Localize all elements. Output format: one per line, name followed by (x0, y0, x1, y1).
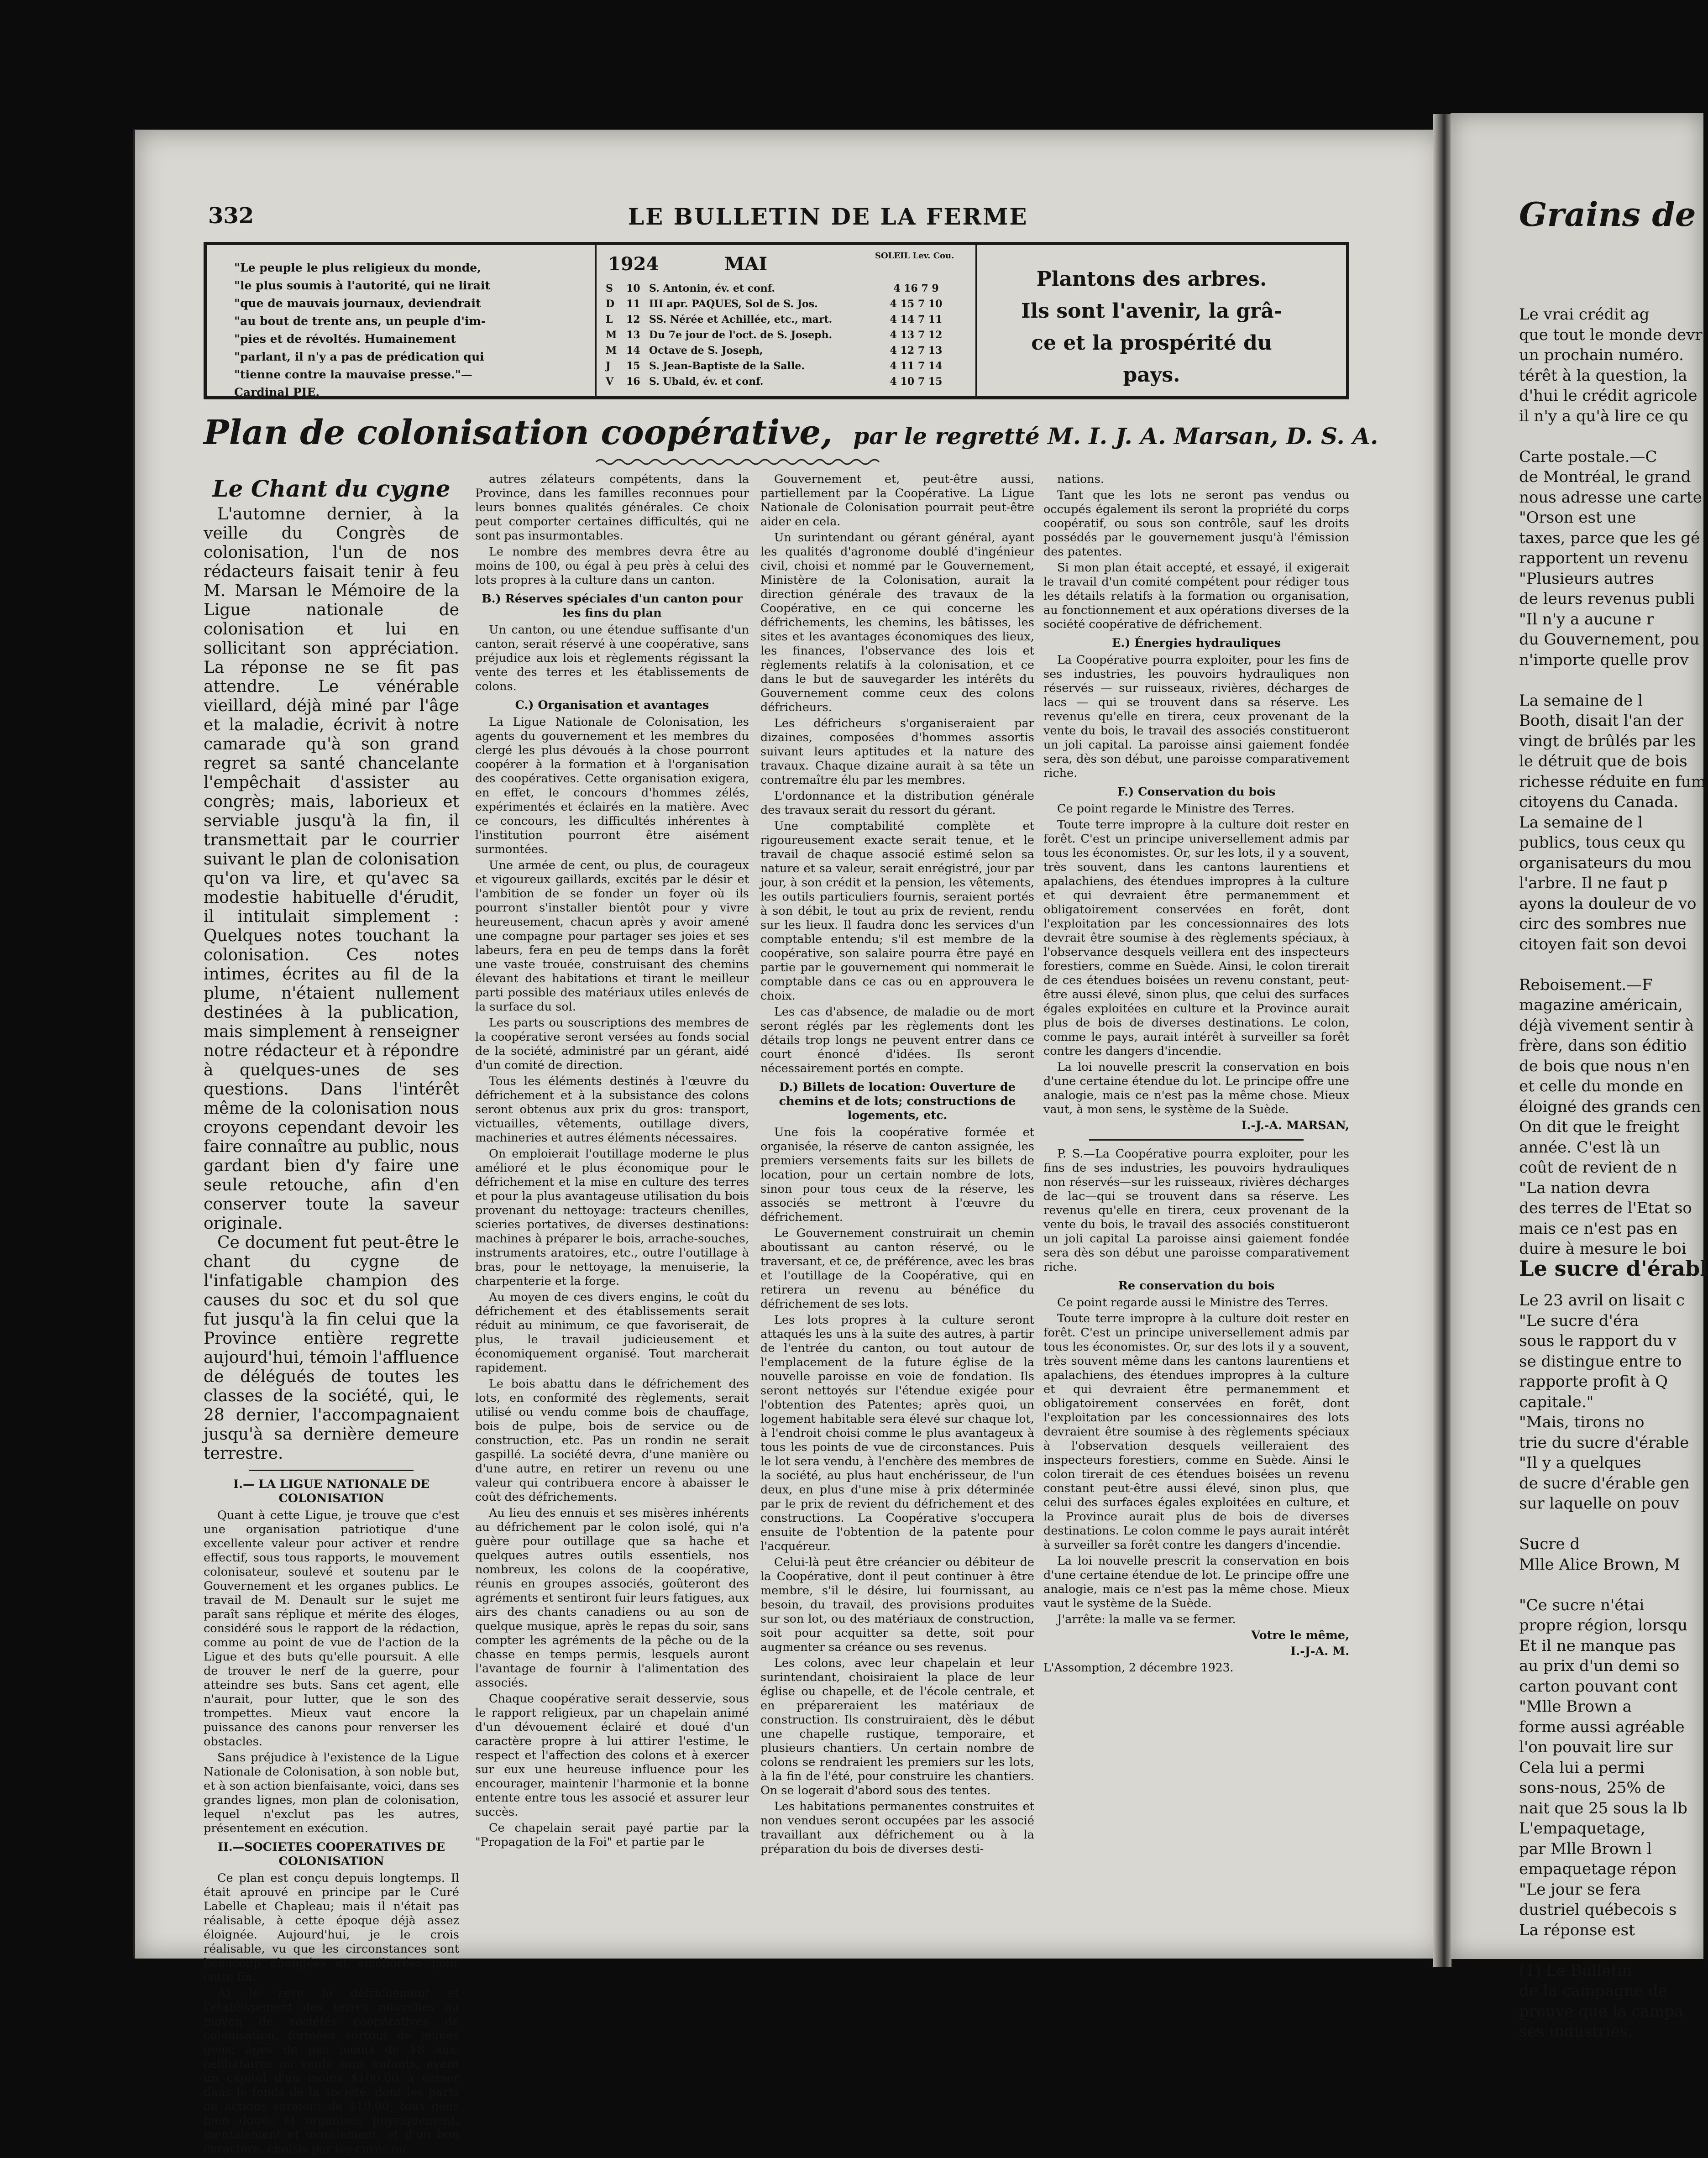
article-title (204, 413, 1378, 452)
adjacent-line: année. C'est là un (1519, 1138, 1661, 1157)
adjacent-line: éloigné des grands cen (1519, 1097, 1701, 1116)
adjacent-line: carton pouvant cont (1519, 1677, 1678, 1696)
calendar-saint: S. Jean-Baptiste de la Salle. (649, 360, 805, 372)
paragraph: On emploierait l'outillage moderne le plus amélioré et le plus économique pour le défrichement et la mise en culture des terres et pour la plus avantageuse utilisation du bois provenant du nettoyage: tracteurs chenilles, scieries portatives, de diverses destinations: machines à préparer le bois, arrache-souches, instruments aratoires, etc., outre l'outillage à bras, pour le nettoyage, la menuiserie, la charpenterie et la forge. (475, 1147, 749, 1288)
adjacent-line: La semaine de l (1519, 813, 1643, 832)
paragraph: Ce point regarde aussi le Ministre des Terres. (1057, 1296, 1329, 1309)
adjacent-line: l'arbre. Il ne faut p (1519, 874, 1668, 892)
adjacent-line: mais ce n'est pas en (1519, 1219, 1678, 1238)
adjacent-line: l'on pouvait lire sur (1519, 1738, 1673, 1756)
adjacent-line: de leurs revenus publi (1519, 590, 1695, 608)
calendar (595, 245, 977, 396)
paragraph: A) Je rêve le défrichement et l'établissement des terres nouvelles au moyen de sociétés coopératives de colonisation, formées surtout de jeunes gens, âgés de pas moins de 18 ans, célibataires ou veufs sans enfants, ayant un capital d'au moins $100.00 à verser dans le fonds de la société, dont les parts ou actions seraient de $10.00; tous gens bien doués et organisés physiquement, mentalement et moralement, et d'un bon caractère, choisis par les curés ou (204, 1986, 459, 2156)
adjacent-line: "Il y a quelques (1519, 1454, 1641, 1472)
section-heading: E.) Énergies hydrauliques (1112, 636, 1281, 650)
paragraph: La Ligue Nationale de Colonisation, les agents du gouvernement et les membres du clergé les plus dévoués à la chose pourront coopérer à la formation et à l'organisation des coopératives. Cette organisation exigera, en effet, le concours d'hommes zélés, expérimentés et éclairés en la matière. Avec ce concours, les difficultés inhérentes à l'institution pourront être aisément surmontées. (475, 715, 749, 856)
section-heading: II.—SOCIETES COOPERATIVES DE COLONISATION (217, 1840, 445, 1868)
calendar-weekday: D (606, 298, 615, 310)
calendar-weekday: S (606, 283, 613, 294)
signature: I.-J-A. M. (1290, 1645, 1349, 1658)
adjacent-line: "Le jour se fera (1519, 1880, 1641, 1899)
paragraph: Une fois la coopérative formée et organisée, la réserve de canton assignée, les premiers versements faits sur les billets de location, pour un certain nombre de lots, sinon pour tous ceux de la réserve, les associés se mettront à l'œuvre du défrichement. (760, 1126, 1034, 1224)
adjacent-line: térêt à la question, la (1519, 366, 1687, 385)
calendar-weekday: L (606, 314, 613, 325)
paragraph: autres zélateurs compétents, dans la Province, dans les familles reconnues pour leurs bonnes qualités générales. Ce choix peut comporter certaines difficultés, qui ne sont pas insurmontables. (475, 472, 749, 543)
intro-paragraph: Ce document fut peut-être le chant du cygne de l'infatigable champion des causes du soc et du sol que fut jusqu'à la fin celui que la Province entière regrette aujourd'hui, témoin l'affluence de délégués de toutes les classes de la société, qui, le 28 dernier, l'accompagnaient jusqu'à sa dernière demeure terrestre. (204, 1233, 459, 1463)
adjacent-line: il n'y a qu'à lire ce qu (1519, 407, 1689, 425)
article-byline: par le regretté M. I. J. A. Marsan, D. S. A. (853, 423, 1378, 450)
adjacent-line: "Le sucre d'éra (1519, 1311, 1639, 1330)
adjacent-line: empaquetage répon (1519, 1860, 1677, 1878)
quote-line: "au bout de trente ans, un peuple d'im- (234, 314, 486, 328)
quote-line: "tienne contre la mauvaise presse."— (234, 368, 472, 381)
adjacent-line: capitale." (1519, 1393, 1594, 1411)
paragraph: Un surintendant ou gérant général, ayant les qualités d'agronome doublé d'ingénieur civil, choisi et nommé par le Gouvernement, Ministère de la Colonisation, aurait la direction générale des travaux de la Coopérative, en ce qui concerne les défrichements, les chemins, les bâtisses, les sites et les avantages économiques des lieux, les finances, l'observance des lois et règlements relatifs à la colonisation, et ce dans le but de sauvegarder les intérêts du Gouvernement comme ceux des colons défricheurs. (760, 531, 1034, 714)
adjacent-line: La semaine de l (1519, 691, 1643, 710)
masthead-box (204, 242, 1349, 399)
calendar-sun-times: 4 15 7 10 (890, 298, 943, 310)
slogan (996, 263, 1307, 391)
adjacent-line: sur laquelle on pouv (1519, 1494, 1679, 1513)
column-text (1043, 1296, 1349, 1627)
calendar-day-number: 12 (626, 314, 640, 325)
adjacent-line: trie du sucre d'érable (1519, 1433, 1689, 1452)
adjacent-line: taxes, parce que les gé (1519, 529, 1700, 547)
adjacent-line: "Mais, tirons no (1519, 1413, 1645, 1431)
quote-line: Cardinal PIE. (234, 386, 320, 399)
paragraph: Tous les éléments destinés à l'œuvre du défrichement et à la subsistance des colons seront obtenus aux prix du gros: transport, victuailles, vêtements, outillage divers, machineries et autres éléments nécessaires. (475, 1074, 749, 1145)
paragraph: Gouvernement et, peut-être aussi, partiellement par la Coopérative. La Ligue Nationale de Colonisation pourrait peut-être aider en cela. (760, 472, 1034, 529)
paragraph: Le nombre des membres devra être au moins de 100, ou égal à peu près à celui des lots propres à la culture dans un canton. (475, 545, 749, 587)
adjacent-line: Sucre d (1519, 1535, 1580, 1553)
calendar-day-number: 15 (626, 360, 640, 372)
paragraph: Les cas d'absence, de maladie ou de mort seront réglés par les règlements dont les détails trop longs ne peuvent entrer dans ce court énoncé d'idées. Ils seront nécessairement portés en compte. (760, 1005, 1034, 1075)
quote-line: "pies et de révoltés. Humainement (234, 332, 456, 346)
adjacent-line: publics, tous ceux qu (1519, 833, 1686, 852)
adjacent-line: du Gouvernement, pou (1519, 630, 1700, 649)
adjacent-line: le détruit que de bois (1519, 752, 1687, 770)
column-1 (204, 472, 459, 2158)
calendar-year: 1924 (608, 253, 659, 275)
adjacent-line: nait que 25 sous la lb (1519, 1799, 1687, 1818)
calendar-sun-times: 4 10 7 15 (890, 376, 943, 388)
column-text (760, 472, 1034, 1076)
section-heading: Re conservation du bois (1118, 1279, 1275, 1293)
paragraph: Les parts ou souscriptions des membres de la coopérative seront versées au fonds social de la société, administré par un gérant, aidé d'un comité de direction. (475, 1016, 749, 1072)
calendar-sun-times: 4 16 7 9 (893, 283, 939, 294)
calendar-sun-times: 4 14 7 11 (890, 314, 943, 325)
page-fold (1433, 114, 1451, 1967)
calendar-saint: III apr. PAQUES, Sol de S. Jos. (649, 298, 818, 310)
quote-line: "Le peuple le plus religieux du monde, (234, 261, 481, 274)
calendar-sun-times: 4 11 7 14 (890, 360, 943, 372)
paragraph: Les habitations permanentes construites et non vendues seront occupées par les associé travaillant aux défrichement ou à la préparation du bois de diverses desti- (760, 1800, 1034, 1856)
slogan-line: ce et la prospérité du (1031, 331, 1272, 355)
paragraph: Chaque coopérative serait desservie, sous le rapport religieux, par un chapelain animé d'un dévouement éclairé et doué d'un caractère propre à lui attirer l'estime, le respect et l'affection des colons et à exercer sur eux une heureuse influence pour les encourager, maintenir l'harmonie et la bonne entente entre tous les associé et assurer leur succès. (475, 1692, 749, 1819)
adjacent-line: des terres de l'Etat so (1519, 1199, 1692, 1217)
adjacent-line: d'hui le crédit agricole (1519, 387, 1698, 405)
adjacent-line: déjà vivement sentir à (1519, 1016, 1694, 1035)
calendar-day-number: 13 (626, 329, 640, 341)
column-4 (1043, 472, 1349, 1676)
adjacent-heading-2: Le sucre d'érabl (1519, 1256, 1708, 1281)
postscript (1043, 1147, 1349, 1274)
adjacent-line: L'empaquetage, (1519, 1819, 1645, 1838)
paragraph: Quant à cette Ligue, je trouve que c'est une organisation patriotique d'une excellente valeur pour activer et rendre effectif, sous tous rapports, le mouvement colonisateur, soulevé et soutenu par le Gouvernement et les organes publics. Le travail de M. Denault sur le sujet me paraît sans réplique et mérite des éloges, considéré sous le rapport de la rédaction, comme au point de vue de l'action de la Ligue et des buts qu'elle poursuit. A elle de trouver le nerf de la guerre, pour atteindre ses buts. Sans cet agent, elle n'aurait, pour lutter, que le son des trompettes. Mieux vaut encore la puissance des canons pour renverser les obstacles. (204, 1509, 459, 1749)
article-subtitle: Le Chant du cygne (212, 475, 451, 502)
adjacent-line: "Ce sucre n'étai (1519, 1596, 1645, 1614)
calendar-row (606, 327, 971, 343)
section-heading: I.— LA LIGUE NATIONALE DE COLONISATION (233, 1477, 430, 1505)
section2-text (204, 1871, 459, 2156)
calendar-row (606, 374, 971, 389)
postscript-paragraph: P. S.—La Coopérative pourra exploiter, pour les fins de ses industries, les pouvoirs hydrauliques non réservés—sur les ruisseaux, rivières décharges de lac—qui se trouvent dans sa réserve. Les revenus qu'elle en tirera, ceux provenant de la vente du bois, le travail des associés constitueront un joli capital La paroisse ainsi gaiement fondée sera dès son début une paroisse comparativement riche. (1043, 1147, 1349, 1274)
adjacent-line: Reboisement.—F (1519, 975, 1653, 994)
paragraph: Les colons, avec leur chapelain et leur surintendant, choisiraient la place de leur église ou chapelle, et de l'école centrale, et en prépareraient les matériaux de construction. Ils construiraient, dès le début une chapelle rustique, temporaire, et plusieurs chantiers. Un certain nombre de colons se rendraient les premiers sur les lots, à la fin de l'été, pour construire les chantiers. On se logerait d'abord sous des tentes. (760, 1656, 1034, 1797)
adjacent-line: que tout le monde devr (1519, 325, 1703, 344)
calendar-rows (606, 281, 971, 389)
adjacent-line: Carte postale.—C (1519, 447, 1657, 466)
adjacent-line: "Plusieurs autres (1519, 569, 1654, 588)
calendar-sun-times: 4 12 7 13 (890, 345, 943, 356)
adjacent-page (1451, 113, 1708, 2041)
calendar-day-number: 11 (626, 298, 640, 310)
paragraph: Tant que les lots ne seront pas vendus ou occupés également ils seront la propriété du corps coopératif, ou sous son contrôle, sauf les droits possédés par le gouvernement jusqu'à l'émission des patentes. (1043, 488, 1349, 559)
section-heading: F.) Conservation du bois (1117, 785, 1276, 799)
adjacent-line: se distingue entre to (1519, 1352, 1682, 1371)
adjacent-line: Booth, disait l'an der (1519, 712, 1684, 730)
section-heading: D.) Billets de location: Ouverture de chemins et de lots; constructions de logements, etc. (779, 1080, 1016, 1122)
paragraph: Une armée de cent, ou plus, de courageux et vigoureux gaillards, excités par le désir et l'ambition de se fonder un foyer où ils pourront s'installer bientôt pour y vivre heureusement, chacun après y avoir amené une compagne pour partager ses joies et ses labeurs, fera en peu de temps dans la forêt une vaste trouée, construisant des chemins élevant des habitations et tirant le meilleur parti possible des matériaux utiles enlevés de la surface du sol. (475, 859, 749, 1014)
adjacent-line: preuve que la campa (1519, 2002, 1684, 2021)
paragraph: Sans préjudice à l'existence de la Ligue Nationale de Colonisation, à son noble but, et à son action bienfaisante, voici, dans ses grandes lignes, mon plan de colonisation, lequel n'exclut pas les autres, présentement en exécution. (204, 1751, 459, 1835)
signature: I.-J.-A. MARSAN, (1241, 1119, 1349, 1132)
quote-line: "le plus soumis à l'autorité, qui ne lirait (234, 279, 490, 292)
calendar-weekday: V (606, 376, 614, 388)
calendar-month: MAI (724, 253, 768, 275)
adjacent-line: "Orson est une (1519, 508, 1636, 527)
calendar-row (606, 358, 971, 374)
paragraph: Une comptabilité complète et rigoureusement exacte serait tenue, et le travail de chaque associé estimé selon sa nature et sa valeur, serait enrégistré, jour par jour, à son crédit et la pension, les vêtements, les outils particuliers fournis, seraient portés à son débit, le tout au prix de revient, rendu sur les lieux. Il faudra donc les services d'un comptable entendu; s'il est membre de la coopérative, son salaire pourra être payé en partie par le gouvernement qui nommerait le comptable dans ce cas ou en approuvera le choix. (760, 819, 1034, 1003)
adjacent-line: Cela lui a permi (1519, 1758, 1645, 1777)
dateline: L'Assomption, 2 décembre 1923. (1043, 1661, 1234, 1674)
article-title-text: Plan de colonisation coopérative, (204, 413, 833, 452)
calendar-saint: S. Ubald, év. et conf. (649, 376, 764, 388)
divider (1089, 1139, 1304, 1141)
adjacent-line: sous le rapport du v (1519, 1332, 1677, 1350)
paragraph: Celui-là peut être créancier ou débiteur de la Coopérative, dont il peut continuer à être membre, s'il le désire, lui fournissant, au besoin, du travail, des provisions produites sur son lot, ou des matériaux de construction, soit pour acquitter sa dette, soit pour augmenter sa créance ou ses revenus. (760, 1556, 1034, 1654)
adjacent-line: de sucre d'érable gen (1519, 1474, 1690, 1493)
paragraph: L'ordonnance et la distribution générale des travaux serait du ressort du gérant. (760, 789, 1034, 817)
adjacent-line: (1) Le Bulletin (1519, 1961, 1632, 1980)
calendar-row (606, 281, 971, 296)
section-heading: C.) Organisation et avantages (515, 698, 709, 712)
closing: Votre le même, (1251, 1629, 1349, 1642)
column-text (1043, 653, 1349, 780)
calendar-sun-times: 4 13 7 12 (890, 329, 943, 341)
paragraph: Les lots propres à la culture seront attaqués les uns à la suite des autres, à partir de l'entrée du canton, ou tout autour de l'emplacement de la future église de la nouvelle paroisse en voie de fondation. Ils seront nettoyés sur l'étendue exigée pour l'obtention des Patentes; après quoi, un logement habitable sera élevé sur chaque lot, à l'endroit choisi comme le plus avantageux à tous les points de vue de circonstances. Puis le lot sera vendu, à l'enchère des membres de la société, au plus haut enchérisseur, de l'un deux, en plus d'une mise à prix déterminée par le prix de revient du défrichement et des constructions. La Coopérative s'occupera ensuite de l'obtention de la patente pour l'acquéreur. (760, 1313, 1034, 1553)
adjacent-line: "Mlle Brown a (1519, 1697, 1632, 1716)
adjacent-line: ayons la douleur de vo (1519, 894, 1697, 913)
calendar-row (606, 343, 971, 358)
calendar-row (606, 312, 971, 327)
quote-block (234, 259, 608, 401)
calendar-saint: S. Antonin, év. et conf. (649, 283, 775, 294)
paragraph: Au moyen de ces divers engins, le coût du défrichement et des établissements serait réduit au minimum, ce que favoriserait, de plus, le travail judicieusement et économiquement organisé. Tout marcherait rapidement. (475, 1290, 749, 1375)
calendar-day-number: 10 (626, 283, 640, 294)
adjacent-line: propre région, lorsqu (1519, 1616, 1688, 1634)
column-text (1043, 802, 1349, 1117)
calendar-saint: SS. Nérée et Achillée, etc., mart. (649, 314, 833, 325)
paragraph: J'arrête: la malle va se fermer. (1057, 1613, 1236, 1626)
adjacent-line: de la campagne de (1519, 1982, 1667, 2000)
adjacent-line: au prix d'un demi so (1519, 1657, 1680, 1675)
paragraph: Ce plan est conçu depuis longtemps. Il était aprouvé en principe par le Curé Labelle et Chapleau; mais il n'était pas réalisable, à cette époque déjà assez éloignée. Aujourd'hui, je le crois réalisable, vu que les circonstances sont beaucoup changées et améliorées pour cette fin. (204, 1871, 459, 1984)
adjacent-line: et celle du monde en (1519, 1077, 1684, 1095)
adjacent-line: par Mlle Brown l (1519, 1839, 1652, 1858)
adjacent-line: citoyens du Canada. (1519, 793, 1679, 811)
paragraph: Ce point regarde le Ministre des Terres. (1057, 802, 1295, 816)
adjacent-line: de Montréal, le grand (1519, 468, 1691, 486)
column-2 (475, 472, 749, 1851)
adjacent-line: citoyen fait son devoi (1519, 935, 1687, 953)
paragraph: Ce chapelain serait payé partie par la "Propagation de la Foi" et partie par le (475, 1821, 749, 1849)
adjacent-line: dustriel québecois s (1519, 1901, 1677, 1919)
adjacent-line: Le 23 avril on lisait c (1519, 1291, 1685, 1309)
adjacent-line: La réponse est (1519, 1921, 1635, 1939)
divider (249, 1470, 414, 1471)
adjacent-line: forme aussi agréable (1519, 1718, 1685, 1736)
column-text (760, 1126, 1034, 1856)
paragraph: La loi nouvelle prescrit la conservation en bois d'une certaine étendue du lot. Le principe offre une analogie, mais ce n'est pas la même chose. Mieux vaut, à mon sens, le système de la Suède. (1043, 1060, 1349, 1116)
paragraph: La Coopérative pourra exploiter, pour les fins de ses industries, les pouvoirs hydrauliques non réservés — sur ruisseaux, rivières, décharges de lacs — qui se trouvent dans sa réserve. Les revenus qu'elle en tirera, ceux provenant de la vente du bois, le travail des associés constitueront un joli capital. La paroisse ainsi gaiement fondée sera, dès son début, une paroisse comparativement riche. (1043, 653, 1349, 780)
adjacent-line: "Il n'y a aucune r (1519, 610, 1654, 629)
calendar-sun-header: SOLEIL Lev. Cou. (875, 251, 954, 261)
adjacent-line: rapportent un revenu (1519, 549, 1689, 567)
calendar-row (606, 296, 971, 312)
adjacent-line: un prochain numéro. (1519, 346, 1684, 364)
adjacent-line: vingt de brûlés par les (1519, 732, 1696, 750)
adjacent-line: On dit que le freight (1519, 1118, 1680, 1136)
slogan-line: Ils sont l'avenir, la grâ- (1021, 299, 1282, 323)
page-number: 332 (208, 203, 254, 229)
column-3 (760, 472, 1034, 1858)
calendar-weekday: M (606, 329, 617, 341)
quote-line: "que de mauvais journaux, deviendrait (234, 297, 481, 310)
paragraph: Toute terre impropre à la culture doit rester en forêt. C'est un principe universellement admis par tous les économistes. Or, sur des lots il y a souvent, très souvent même dans les cantons laurentiens et apalachiens, des étendues impropres à la culture et qui devraient être permanemment et obligatoirement conservées en forêt, dont l'exploitation par les concessionnaires des lots devraient être soumise à des règlements spéciaux à l'observation desquels veilleraient des inspecteurs forestiers, comme en Suède. Ainsi le colon tirerait de ces étendues boisées un revenu constant peut-être aussi élevé, sinon plus, que celui des surfaces égales exploitées en culture, et la Province aurait plus de bois de diverses destinations. Le colon comme le pays aurait intérêt à surveiller sa forêt contre les dangers d'incendie. (1043, 1312, 1349, 1552)
column-text (475, 715, 749, 1849)
column-text (1043, 472, 1349, 632)
journal-title: LE BULLETIN DE LA FERME (628, 203, 1028, 230)
adjacent-line: Et il ne manque pas (1519, 1636, 1676, 1655)
slogan-line: Plantons des arbres. (1036, 267, 1267, 291)
adjacent-line: nous adresse une carte (1519, 488, 1702, 507)
adjacent-heading: Grains de (1519, 195, 1696, 234)
calendar-day-number: 16 (626, 376, 640, 388)
paragraph: Toute terre impropre à la culture doit rester en forêt. C'est un principe universellement admis par tous les économistes. Or, sur les lots, il y a souvent, très souvent, dans les cantons laurentiens et apalachiens, des étendues impropres à la culture et qui devraient être permanemment et obligatoirement conservées en forêt, dont l'exploitation par les concessionnaires des lots devrait être soumise à des règlements spéciaux, à l'observance desquels veillera ent des inspecteurs forestiers, comme en Suède. Ainsi, le colon tirerait de ces étendues boisées un revenu constant, peut-être aussi élevé, sinon plus, que celui des surfaces égales exploitées en culture et la Province aurait plus de bois de diverses destinations. Le colon, comme le pays, aurait intérêt à surveiller sa forêt contre les dangers d'incendie. (1043, 818, 1349, 1058)
paragraph: Au lieu des ennuis et ses misères inhérents au défrichement par le colon isolé, qui n'a guère pour outillage que sa hache et quelques autres outils essentiels, nos nombreux, les colons de la coopérative, réunis en groupes associés, goûteront des agréments et sentiront fuir leurs fatigues, aux airs des chants canadiens ou au son de quelque musique, après le repas du soir, sans compter les agréments de la pêche ou de la chasse en temps permis, lesquels auront l'avantage de fournir à l'alimentation des associés. (475, 1506, 749, 1690)
adjacent-line: ses industries. (1519, 2022, 1633, 2041)
column-text (475, 623, 749, 694)
adjacent-line: Le vrai crédit ag (1519, 305, 1650, 324)
section1-text (204, 1509, 459, 1836)
paragraph: Un canton, ou une étendue suffisante d'un canton, serait réservé à une coopérative, sans préjudice aux lois et règlements régissant la vente des terres et les établissements de colons. (475, 623, 749, 693)
column-text (475, 472, 749, 587)
adjacent-line: "La nation devra (1519, 1179, 1650, 1197)
quote-line: "parlant, il n'y a pas de prédication qui (234, 350, 484, 363)
paragraph: Si mon plan était accepté, et essayé, il exigerait le travail d'un comité compétent pour rédiger tous les détails relatifs à la formation ou organisation, au fonctionnement et aux opérations diverses de la société coopérative de défrichement. (1043, 561, 1349, 631)
adjacent-line: n'importe quelle prov (1519, 650, 1689, 669)
calendar-weekday: M (606, 345, 617, 356)
adjacent-line: organisateurs du mou (1519, 854, 1692, 872)
adjacent-line: magazine américain, (1519, 996, 1683, 1014)
adjacent-line: sons-nous, 25% de (1519, 1779, 1666, 1797)
calendar-saint: Octave de S. Joseph, (649, 345, 763, 356)
newspaper-page (133, 129, 1442, 2156)
paragraph: nations. (1057, 472, 1104, 486)
adjacent-line: coût de revient de n (1519, 1158, 1677, 1177)
calendar-weekday: J (606, 360, 611, 372)
paragraph: La loi nouvelle prescrit la conservation en bois d'une certaine étendue de lot. Le principe offre une analogie, mais ce n'est pas la même chose. Mieux vaut le système de la Suède. (1043, 1554, 1349, 1610)
adjacent-line: Mlle Alice Brown, M (1519, 1555, 1680, 1574)
adjacent-line: de bois que nous n'en (1519, 1057, 1690, 1075)
adjacent-line: circ des sombres nue (1519, 915, 1687, 933)
paragraph: Le bois abattu dans le défrichement des lots, en conformité des règlements, serait utilisé ou vendu comme bois de chauffage, bois de pulpe, bois de service ou de construction, etc. Pas un rondin ne serait gaspillé. La société devra, d'une manière ou d'une autre, en retirer un revenu ou une valeur qui contribuera encore à abaisser le coût des défrichements. (475, 1377, 749, 1504)
paragraph: Le Gouvernement construirait un chemin aboutissant au canton réservé, ou le traversant, et ce, de préférence, avec les bras et l'outillage de la Coopérative, qui en retirera un revenu au bénéfice du défrichement de ses lots. (760, 1226, 1034, 1311)
section-heading: B.) Réserves spéciales d'un canton pour les fins du plan (482, 592, 743, 620)
adjacent-line: richesse réduite en fum (1519, 772, 1706, 791)
adjacent-line: duire à mesure le boi (1519, 1240, 1687, 1258)
adjacent-line: rapporte profit à Q (1519, 1372, 1668, 1391)
intro-text (204, 505, 459, 1463)
slogan-line: pays. (1123, 363, 1180, 387)
adjacent-line: frère, dans son éditio (1519, 1037, 1687, 1055)
intro-paragraph: L'automne dernier, à la veille du Congrès de colonisation, l'un de nos rédacteurs faisait tenir à feu M. Marsan le Mémoire de la Ligue nationale de colonisation et lui en sollicitant son appréciation. La réponse ne se fit pas attendre. Le vénérable vieillard, déjà miné par l'âge et la maladie, écrivit à notre camarade qu'à son grand regret sa santé chancelante l'empêchait d'assister au congrès; mais, laborieux et serviable jusqu'à la fin, il transmettait par le courrier suivant le plan de colonisation qu'on va lire, et qu'avec sa modestie habituelle d'érudit, il intitulait simplement : Quelques notes touchant la colonisation. Ces notes intimes, écrites au fil de la plume, n'étaient nullement destinées à la publication, mais simplement à renseigner notre rédacteur et à répondre à quelques-unes de ses questions. Dans l'intérêt même de la colonisation nous croyons cependant devoir les faire connaître au public, nous gardant bien d'y faire une seule retouche, afin d'en conserver toute la saveur originale. (204, 505, 459, 1233)
paragraph: Les défricheurs s'organiseraient par dizaines, composées d'hommes assortis suivant leurs aptitudes et la nature des travaux. Chaque dizaine aurait à sa tête un contremaître élu par les membres. (760, 717, 1034, 787)
wave-rule (596, 456, 879, 467)
calendar-saint: Du 7e jour de l'oct. de S. Joseph. (649, 329, 833, 341)
calendar-day-number: 14 (626, 345, 640, 356)
